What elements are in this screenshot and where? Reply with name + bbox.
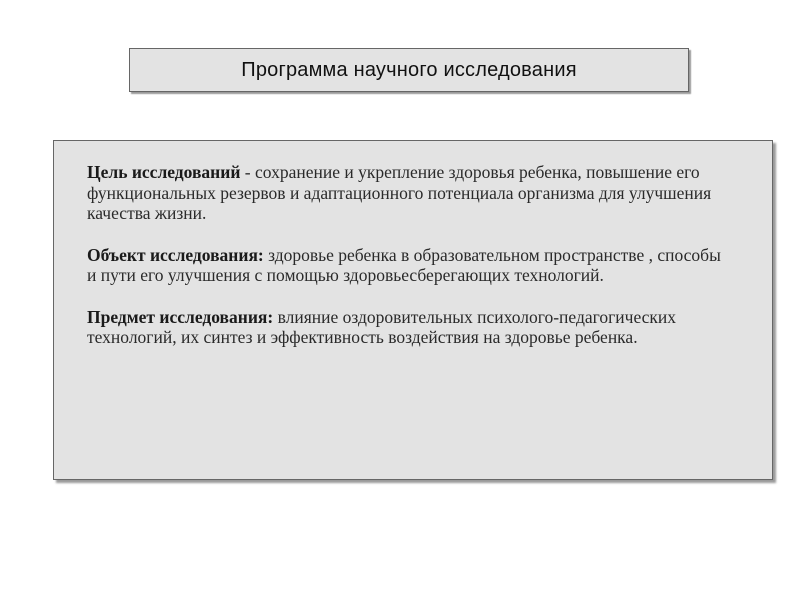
title-box (129, 48, 689, 92)
subject-paragraph (87, 307, 734, 348)
object-text: здоровье ребенка в образовательном пространстве , способы и пути его улучшения с помощью здоровьесберегающих технологий. (87, 244, 721, 285)
slide-title: Программа научного исследования (241, 58, 577, 81)
subject-label: Предмет исследования: (87, 306, 274, 327)
goal-label: Цель исследований (87, 162, 241, 182)
subject-text: влияние оздоровительных психолого-педагогических технологий, их синтез и эффективность воздействия на здоровье ребенка. (87, 306, 677, 347)
goal-paragraph (87, 162, 734, 224)
object-label: Объект исследования: (87, 244, 264, 265)
object-paragraph (87, 245, 734, 286)
goal-text: - сохранение и укрепление здоровья ребенка, повышение его функциональных резервов и адаптационного потенциала организма для улучшения качества жизни. (87, 162, 712, 223)
content-box (53, 140, 773, 480)
